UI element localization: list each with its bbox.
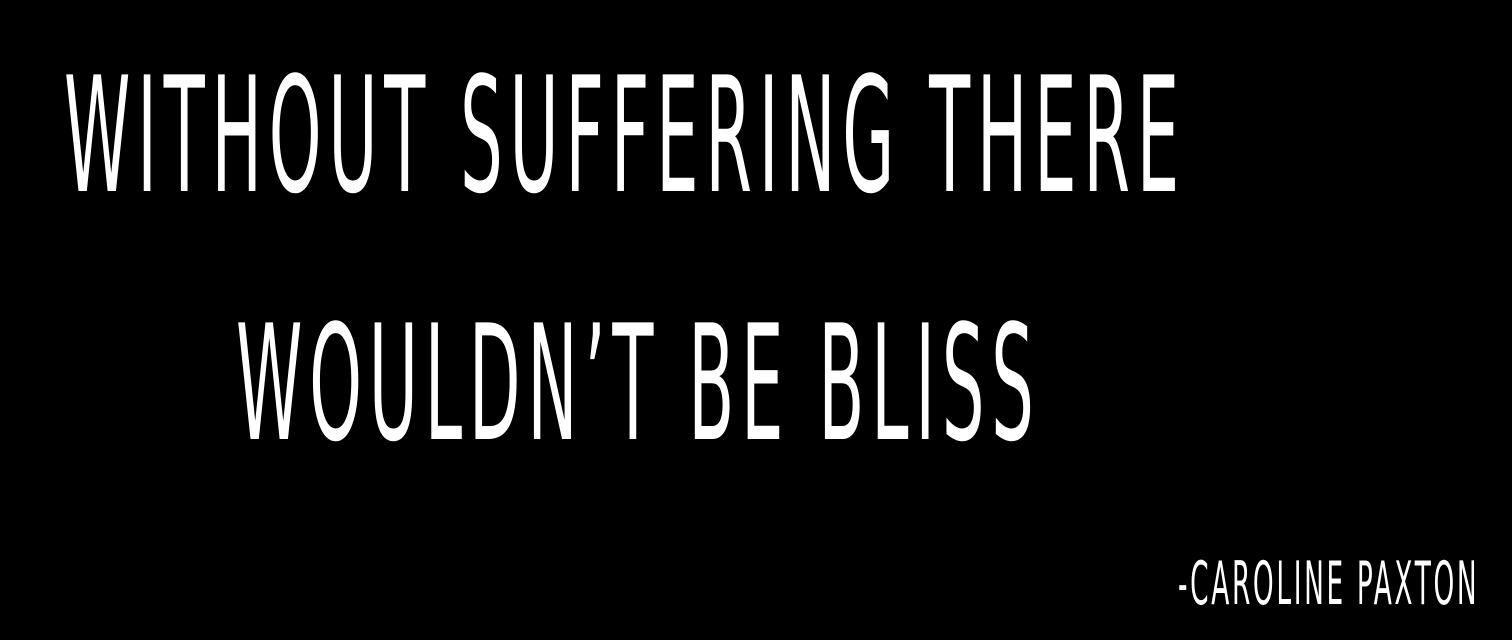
quote-line-2: WOULDN’T BE BLISS	[236, 290, 1041, 477]
quote-line-1: WITHOUT SUFFERING THERE	[64, 42, 1186, 229]
quote-attribution: -CAROLINE PAXTON	[1178, 549, 1480, 619]
